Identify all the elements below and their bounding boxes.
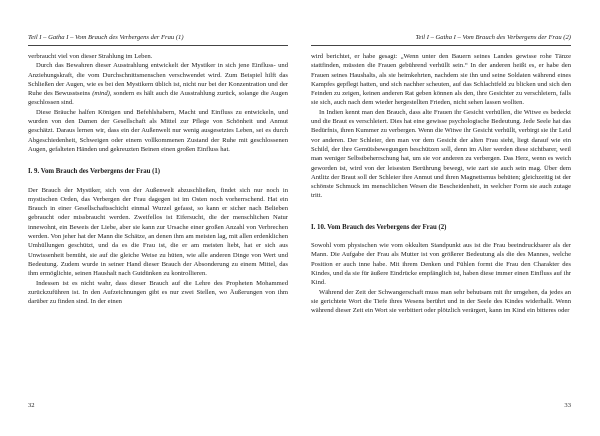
paragraph: In Indien kennt man den Brauch, dass alte Frauen ihr Gesicht verhüllen, die Witwe es bedeckt und die Braut es verschleiert. Dies hat eine gewisse psychologische Bedeutung. Jede Seele hat das Bedürfnis, ihren Kummer zu verbergen. Wenn die Witwe ihr Gesicht verhüllt, verbirgt sie ihr Leid vor anderen. Der Schleier, den man vor dem Gesicht der alten Frau sieht, liegt darauf wie ein Schild, der ihre Gemütsbewegungen beschützen soll, denn im Alter werden diese sichtbarer, weil man weniger Selbstbeherrschung hat, um sie vor anderen zu verbergen. Das Herz, wenn es weich geworden ist, wird von der leisesten Berührung bewegt, wie zart sie auch sein mag. Über dem Antlitz der Braut soll der Schleier ihre Anmut und ihren Magnetismus behüten; gleichzeitig ist der schönste Schmuck im menschlichen Wesen die Bescheidenheit, in welcher Form sie auch zutage tritt. <box>311 108 571 200</box>
left-page <box>28 0 288 436</box>
paragraph-text: , sondern es hält auch die Ausstrahlung zurück, solange die Augen geschlossen sind. <box>28 90 288 107</box>
paragraph: Während der Zeit der Schwangerschaft muss man sehr behutsam mit ihr umgehen, da jedes an sie gerichtete Wort die Tiefe ihres Wesens berührt und in der Seele des Kindes widerhallt. Wenn während dieser Zeit ein Wort sie verbittert oder plötzlich verärgert, kann im Kind ein bitteres oder <box>311 288 571 315</box>
paragraph-text: Durch das Bewahren dieser Ausstrahlung entwickelt der Mystiker in sich jene Einfluss- und Anziehungskraft, die vom Durchschnittsmenschen verschwendet wird. Zum Beispiel hilft das Schließen der Augen, wie es bei den Mystikern üblich ist, nicht nur bei der Konzentration und der Ruhe des Bewusstseins <box>28 62 288 98</box>
header-rule <box>311 45 571 46</box>
paragraph: Der Brauch der Mystiker, sich von der Außenwelt abzuschließen, findet sich nur noch in mystischen Orden, das Verbergen der Frau dagegen ist im Osten noch vorherrschend. Hat ein Brauch in einer Gesellschaftsschicht einmal Wurzel gefasst, so kann er sicher nach Belieben gebraucht oder missbraucht werden. Zweifellos ist Eifersucht, die der menschlichen Natur innewohnt, ein Beweis der Liebe, aber sie kann zur Ursache einer großen Anzahl von Verbrechen werden. Von jeher hat der Mann die Schätze, an denen ihm am meisten lag, mit allen erdenklichen Umhüllungen geschützt, und da es die Frau ist, die er am meisten liebt, hat er sich aus Unwissenheit bemüht, sie auf die gleiche Weise zu hüten, wie alle anderen Dinge von Wert und Bedeutung. Zudem wurde in seiner Hand dieser Brauch der Absonderung zu einem Mittel, das ihm ermöglichte, seinen Haushalt nach Gutdünken zu kontrollieren. <box>28 186 288 278</box>
paragraph: wird berichtet, er habe gesagt: „Wenn unter den Bauern seines Landes gewisse rohe Tänze stattfinden, müssten die Frauen gebührend verhüllt sein.“ In der anderen heißt es, er habe den Frauen seines Haushalts, als sie heimkehrten, nachdem sie ihn und seine Soldaten während eines Kampfes gepflegt hatten, und sich nachher scheuten, auf das Schlachtfeld zu blicken und sich den Feinden zu zeigen, keinen anderen Rat geben können als den, ihre Gesichter zu verschleiern, falls sie sich, auch nach dem wieder hergestellten Frieden, nicht sehen lassen wollten. <box>311 53 571 107</box>
paragraph <box>28 61 288 107</box>
page-body <box>28 52 288 306</box>
running-head: Teil I – Gatha I – Vom Brauch des Verbergens der Frau (2) <box>415 34 571 41</box>
page-number: 33 <box>564 402 571 409</box>
section-heading: I. 9. Vom Brauch des Verbergens der Frau (1) <box>28 168 161 176</box>
paragraph: Sowohl vom physischen wie vom okkulten Standpunkt aus ist die Frau beeindruckbarer als der Mann. Die Aufgabe der Frau als Mutter ist von größerer Bedeutung als die des Mannes, welche Position er auch inne habe. Mit ihrem Denken und Fühlen formt die Frau den Charakter des Kindes, und da sie für äußere Eindrücke empfänglich ist, haben diese immer einen Einfluss auf ihr Kind. <box>311 242 571 287</box>
page-number: 32 <box>28 402 35 409</box>
emphasis-text: (mind) <box>92 90 110 98</box>
header-rule <box>28 45 288 46</box>
paragraph: Indessen ist es nicht wahr, dass dieser Brauch auf die Lehre des Propheten Mohammed zurückzuführen ist. In den Aufzeichnungen gibt es nur zwei Stellen, wo Äußerungen von ihm darüber zu finden sind. In der einen <box>28 279 288 306</box>
running-head: Teil I – Gatha I – Vom Brauch des Verbergens der Frau (1) <box>28 34 184 41</box>
paragraph: Diese Bräuche halfen Königen und Befehlshabern, Macht und Einfluss zu entwickeln, und wurden von den Damen der Gesellschaft als Mittel zur Pflege von Schönheit und Anmut geschätzt. Daraus lernen wir, dass ein der Außenwelt nur wenig ausgesetztes Leben, sei es durch Abgeschiedenheit, Schweigen oder einem vollkommenen Zustand der Ruhe mit geschlossenen Augen, gefalteten Händen und gekreuzten Beinen einen großen Einfluss hat. <box>28 108 288 153</box>
paragraph: verbraucht viel von dieser Strahlung im Leben. <box>28 53 153 60</box>
section-heading: I. 10. Vom Brauch des Verbergens der Frau (2) <box>311 223 447 231</box>
page-body <box>311 52 571 315</box>
right-page <box>311 0 571 436</box>
